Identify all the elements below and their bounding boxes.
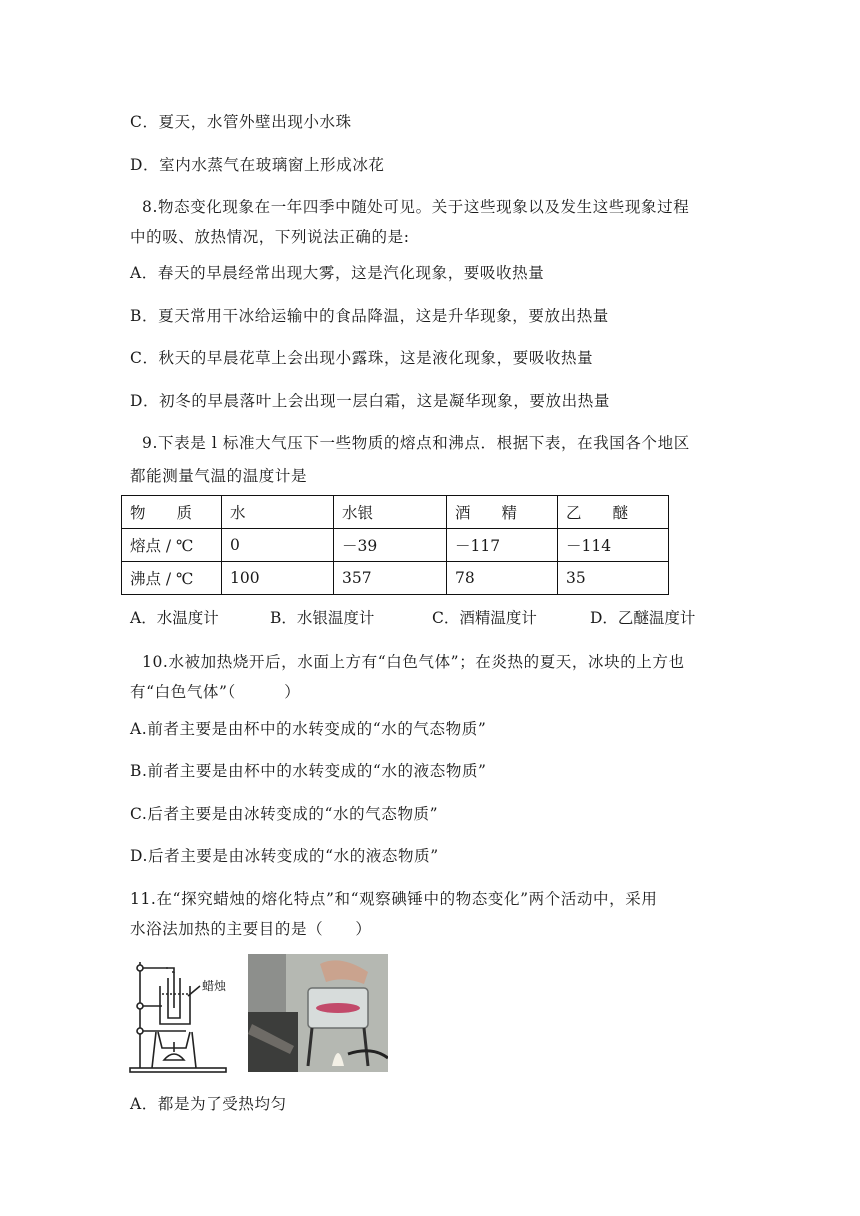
q10-option-c: C.后者主要是由冰转变成的“水的气态物质” bbox=[130, 805, 439, 823]
table-row-melting-point bbox=[122, 529, 669, 562]
q10-option-d: D.后者主要是由冰转变成的“水的液态物质” bbox=[130, 847, 439, 865]
q11-stem-line1: 11.在“探究蜡烛的熔化特点”和“观察碘锤中的物态变化”两个活动中，采用 bbox=[130, 890, 658, 908]
table-header-cell: 乙 醚 bbox=[558, 496, 669, 529]
table-header-cell: 水银 bbox=[334, 496, 447, 529]
table-cell: －114 bbox=[558, 529, 669, 562]
q7-option-c: C．夏天，水管外壁出现小水珠 bbox=[130, 113, 352, 131]
q9-option-d: D．乙醚温度计 bbox=[590, 609, 696, 627]
q9-option-b: B．水银温度计 bbox=[270, 609, 375, 627]
q8-option-c: C．秋天的早晨花草上会出现小露珠，这是液化现象，要吸收热量 bbox=[130, 349, 594, 367]
table-cell: 0 bbox=[222, 529, 334, 562]
q10-stem-line2: 有“白色气体”（ ） bbox=[130, 683, 301, 701]
candle-water-bath-apparatus-figure bbox=[128, 956, 246, 1074]
table-cell: －117 bbox=[447, 529, 558, 562]
iodine-hammer-water-bath-photo bbox=[248, 954, 388, 1072]
q9-option-c: C．酒精温度计 bbox=[432, 609, 537, 627]
table-cell: 78 bbox=[447, 562, 558, 595]
table-header-cell: 水 bbox=[222, 496, 334, 529]
table-row-boiling-point bbox=[122, 562, 669, 595]
candle-label: 蜡烛 bbox=[202, 979, 227, 993]
q11-option-a: A．都是为了受热均匀 bbox=[130, 1095, 287, 1113]
table-cell: －39 bbox=[334, 529, 447, 562]
table-header-row bbox=[122, 496, 669, 529]
q9-option-a: A．水温度计 bbox=[130, 609, 219, 627]
melting-boiling-point-table bbox=[121, 495, 669, 595]
q7-option-d: D．室内水蒸气在玻璃窗上形成冰花 bbox=[130, 156, 385, 174]
table-header-cell: 物 质 bbox=[122, 496, 222, 529]
table-cell: 沸点 / ℃ bbox=[122, 562, 222, 595]
q8-option-d: D．初冬的早晨落叶上会出现一层白霜，这是凝华现象，要放出热量 bbox=[130, 392, 610, 410]
q8-option-b: B．夏天常用干冰给运输中的食品降温，这是升华现象，要放出热量 bbox=[130, 307, 609, 325]
table-header-cell: 酒 精 bbox=[447, 496, 558, 529]
table-cell: 100 bbox=[222, 562, 334, 595]
q10-stem-line1: 10.水被加热烧开后，水面上方有“白色气体”；在炎热的夏天，冰块的上方也 bbox=[142, 653, 685, 671]
table-cell: 35 bbox=[558, 562, 669, 595]
q8-stem-line2: 中的吸、放热情况，下列说法正确的是: bbox=[130, 228, 410, 246]
q10-option-b: B.前者主要是由杯中的水转变成的“水的液态物质” bbox=[130, 762, 487, 780]
q9-stem-line1: 9.下表是 l 标准大气压下一些物质的熔点和沸点．根据下表，在我国各个地区 bbox=[142, 434, 690, 452]
q8-stem-line1: 8.物态变化现象在一年四季中随处可见。关于这些现象以及发生这些现象过程 bbox=[142, 198, 690, 216]
table-cell: 熔点 / ℃ bbox=[122, 529, 222, 562]
q10-option-a: A.前者主要是由杯中的水转变成的“水的气态物质” bbox=[130, 720, 487, 738]
q9-stem-line2: 都能测量气温的温度计是 bbox=[130, 467, 308, 485]
table-cell: 357 bbox=[334, 562, 447, 595]
q11-stem-line2: 水浴法加热的主要目的是（ ） bbox=[130, 920, 372, 938]
q8-option-a: A．春天的早晨经常出现大雾，这是汽化现象，要吸收热量 bbox=[130, 264, 545, 282]
